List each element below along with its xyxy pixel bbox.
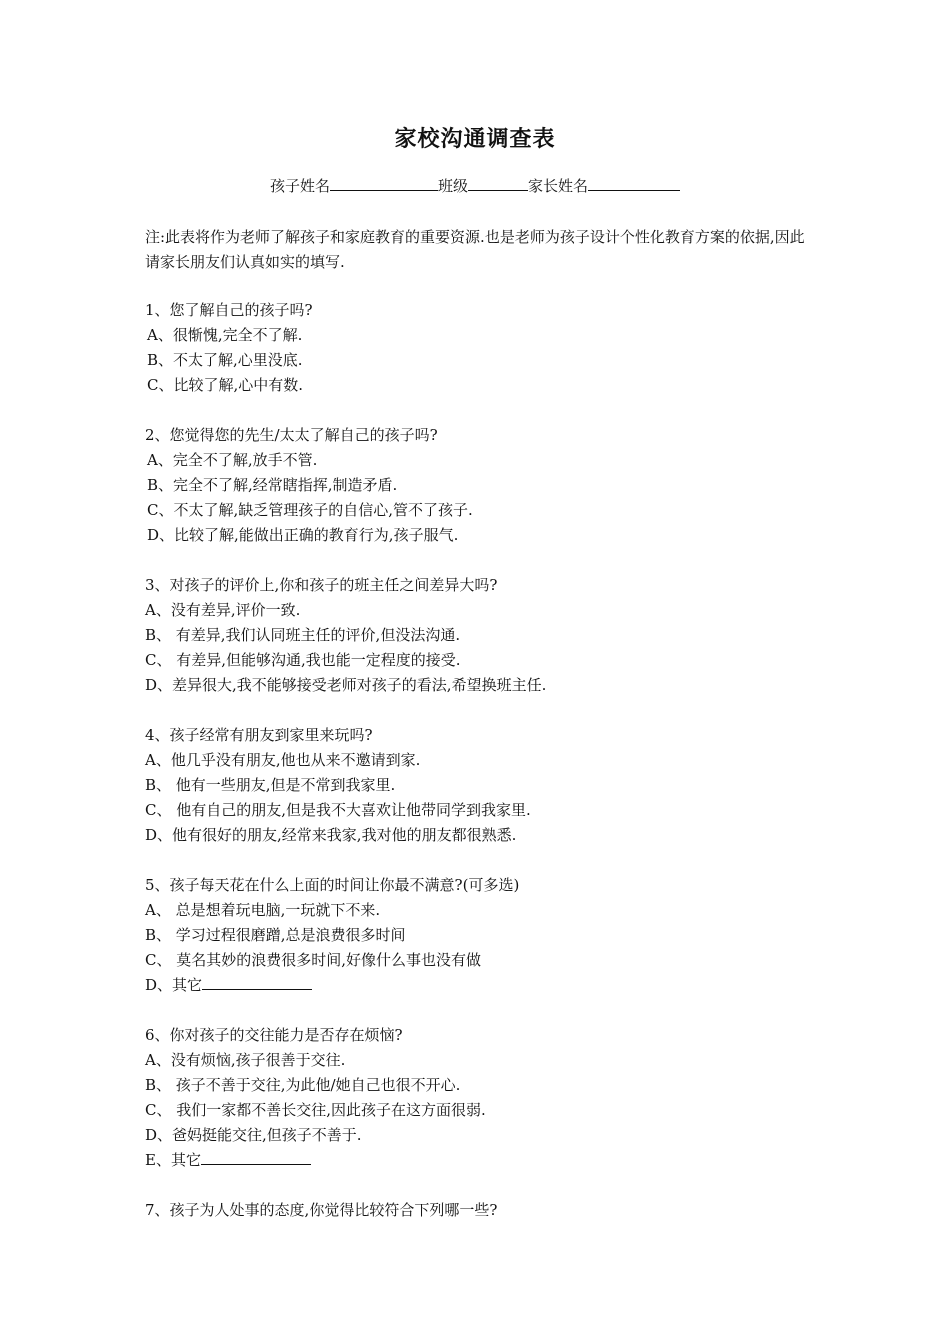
answer-option[interactable] [145,923,825,948]
answer-option[interactable] [145,823,825,848]
note-paragraph: 注:此表将作为老师了解孩子和家庭教育的重要资源.也是老师为孩子设计个性化教育方案的依据,因此请家长朋友们认真如实的填写. [145,228,805,271]
question-block [145,573,825,698]
answer-option[interactable] [145,648,825,673]
other-answer-blank[interactable] [201,1150,311,1165]
question-block [145,423,825,548]
answer-option[interactable] [145,623,825,648]
question-text: 7、孩子为人处事的态度,你觉得比较符合下列哪一些? [145,1201,498,1219]
answer-option-label: D、爸妈挺能交往,但孩子不善于. [145,1126,362,1144]
answer-option[interactable] [145,1148,825,1173]
answer-option-label: C、 我们一家都不善长交往,因此孩子在这方面很弱. [145,1101,486,1119]
answer-option[interactable] [145,373,825,398]
info-line [0,175,950,196]
answer-option-label: A、 总是想着玩电脑,一玩就下不来. [145,901,381,919]
answer-option-label: A、没有差异,评价一致. [145,601,301,619]
answer-option[interactable] [145,498,825,523]
child-name-label: 孩子姓名 [269,177,330,195]
answer-option-label: A、没有烦恼,孩子很善于交往. [145,1051,346,1069]
answer-option-label: B、 他有一些朋友,但是不常到我家里. [145,776,396,794]
answer-option[interactable] [145,448,825,473]
answer-option-label: B、 孩子不善于交往,为此他/她自己也很不开心. [145,1076,461,1094]
answer-option-label: C、不太了解,缺乏管理孩子的自信心,管不了孩子. [147,501,473,519]
child-name-blank[interactable] [330,176,438,191]
answer-option-label: A、很惭愧,完全不了解. [147,326,303,344]
answer-option[interactable] [145,773,825,798]
question-text: 3、对孩子的评价上,你和孩子的班主任之间差异大吗? [145,576,498,594]
parent-name-blank[interactable] [588,176,680,191]
answer-option-label: C、比较了解,心中有数. [147,376,304,394]
answer-option-label: D、比较了解,能做出正确的教育行为,孩子服气. [147,526,459,544]
answer-option[interactable] [145,948,825,973]
answer-option[interactable] [145,1073,825,1098]
answer-option-label: C、 有差异,但能够沟通,我也能一定程度的接受. [145,651,461,669]
answer-option[interactable] [145,973,825,998]
answer-option[interactable] [145,598,825,623]
answer-option-label: E、其它 [145,1151,201,1169]
answer-option-label: A、他几乎没有朋友,他也从来不邀请到家. [145,751,421,769]
other-answer-blank[interactable] [202,975,312,990]
answer-option[interactable] [145,1123,825,1148]
class-label: 班级 [437,177,468,195]
answer-option-label: D、他有很好的朋友,经常来我家,我对他的朋友都很熟悉. [145,826,517,844]
question-block [145,1198,825,1223]
answer-option-label: C、 莫名其妙的浪费很多时间,好像什么事也没有做 [145,951,482,969]
answer-option-label: C、 他有自己的朋友,但是我不大喜欢让他带同学到我家里. [145,801,531,819]
question-text: 6、你对孩子的交往能力是否存在烦恼? [145,1026,403,1044]
answer-option[interactable] [145,1048,825,1073]
question-block [145,298,825,398]
answer-option-label: B、完全不了解,经常瞎指挥,制造矛盾. [147,476,398,494]
question-text: 2、您觉得您的先生/太太了解自己的孩子吗? [145,426,438,444]
question-block [145,723,825,848]
answer-option-label: D、其它 [145,976,203,994]
answer-option[interactable] [145,523,825,548]
answer-option-label: B、 有差异,我们认同班主任的评价,但没法沟通. [145,626,461,644]
answer-option[interactable] [145,798,825,823]
answer-option-label: D、差异很大,我不能够接受老师对孩子的看法,希望换班主任. [145,676,547,694]
question-list [145,298,825,1248]
question-block [145,1023,825,1173]
parent-name-label: 家长姓名 [528,177,589,195]
answer-option[interactable] [145,348,825,373]
class-blank[interactable] [468,176,528,191]
answer-option[interactable] [145,323,825,348]
answer-option[interactable] [145,1098,825,1123]
question-text: 1、您了解自己的孩子吗? [145,301,313,319]
answer-option[interactable] [145,898,825,923]
answer-option[interactable] [145,748,825,773]
answer-option[interactable] [145,673,825,698]
question-text: 5、孩子每天花在什么上面的时间让你最不满意?(可多选) [145,876,520,894]
answer-option-label: A、完全不了解,放手不管. [147,451,318,469]
answer-option[interactable] [145,473,825,498]
document-title: 家校沟通调查表 [394,126,556,152]
question-text: 4、孩子经常有朋友到家里来玩吗? [145,726,373,744]
answer-option-label: B、 学习过程很磨蹭,总是浪费很多时间 [145,926,406,944]
answer-option-label: B、不太了解,心里没底. [147,351,303,369]
question-block [145,873,825,998]
